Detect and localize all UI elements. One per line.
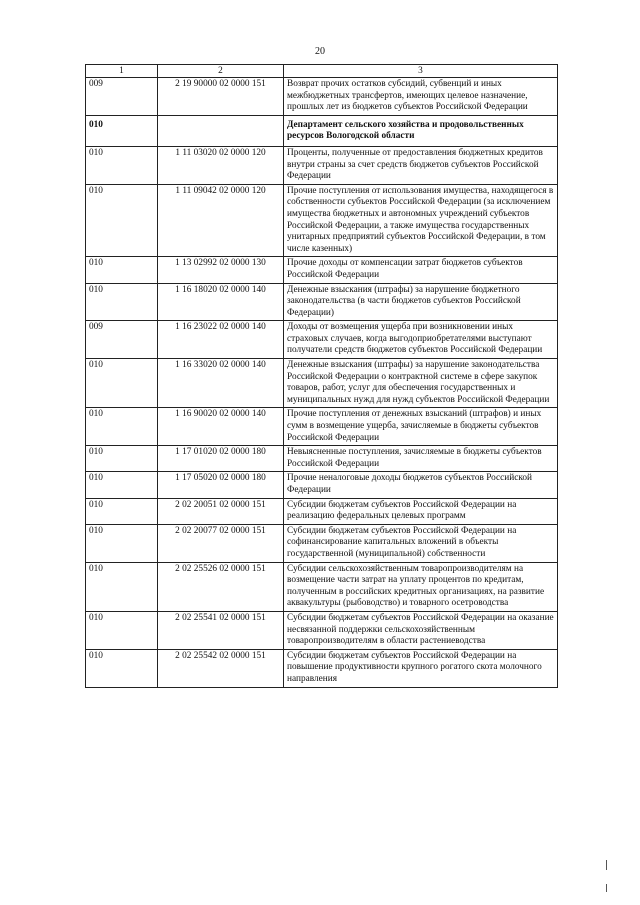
admin-code-cell: 010 <box>86 446 158 472</box>
income-name-cell: Доходы от возмещения ущерба при возникновении иных страховых случаев, когда выгодоприобретателями выступают получатели средств бюджетов субъектов Российской Федерации <box>284 321 558 359</box>
table-row <box>86 649 558 687</box>
budget-code-cell: 1 16 33020 02 0000 140 <box>158 359 284 408</box>
admin-code-cell: 010 <box>86 359 158 408</box>
admin-code-cell: 009 <box>86 321 158 359</box>
income-name-cell: Субсидии бюджетам субъектов Российской Федерации на повышение продуктивности крупного рогатого скота молочного направления <box>284 649 558 687</box>
income-name-cell: Прочие доходы от компенсации затрат бюджетов субъектов Российской Федерации <box>284 257 558 283</box>
table-row <box>86 184 558 257</box>
admin-code-cell: 010 <box>86 524 158 562</box>
budget-code-cell: 2 02 25526 02 0000 151 <box>158 562 284 611</box>
table-row <box>86 257 558 283</box>
table-row <box>86 283 558 321</box>
budget-code-cell: 2 02 20077 02 0000 151 <box>158 524 284 562</box>
table-row <box>86 321 558 359</box>
scan-edge-mark <box>606 884 607 892</box>
table-row <box>86 524 558 562</box>
column-header-name: 3 <box>284 65 558 78</box>
income-name-cell: Субсидии бюджетам субъектов Российской Федерации на оказание несвязанной поддержки сельскохозяйственным товаропроизводителям в области растениеводства <box>284 611 558 649</box>
admin-code-cell: 010 <box>86 649 158 687</box>
table-row <box>86 498 558 524</box>
table-row <box>86 611 558 649</box>
income-name-cell: Субсидии бюджетам субъектов Российской Федерации на софинансирование капитальных вложений в объекты государственной (муниципальной) собственности <box>284 524 558 562</box>
admin-code-cell: 010 <box>86 283 158 321</box>
income-name-cell: Прочие неналоговые доходы бюджетов субъектов Российской Федерации <box>284 472 558 498</box>
income-name-cell: Невыясненные поступления, зачисляемые в бюджеты субъектов Российской Федерации <box>284 446 558 472</box>
admin-code-cell: 010 <box>86 472 158 498</box>
budget-code-cell: 2 02 20051 02 0000 151 <box>158 498 284 524</box>
budget-code-cell: 2 02 25542 02 0000 151 <box>158 649 284 687</box>
table-body <box>86 78 558 688</box>
admin-code-cell: 009 <box>86 78 158 116</box>
table-row <box>86 78 558 116</box>
income-name-cell: Субсидии сельскохозяйственным товаропроизводителям на возмещение части затрат на уплату процентов по кредитам, полученным в российских кредитных организациях, на развитие аквакультуры (рыбоводство) и товарного осетроводства <box>284 562 558 611</box>
admin-code-cell: 010 <box>86 611 158 649</box>
admin-code-cell: 010 <box>86 146 158 184</box>
budget-code-cell: 2 19 90000 02 0000 151 <box>158 78 284 116</box>
table-row-department <box>86 115 558 146</box>
income-name-cell: Денежные взыскания (штрафы) за нарушение бюджетного законодательства (в части бюджетов субъектов Российской Федерации) <box>284 283 558 321</box>
budget-code-cell: 1 13 02992 02 0000 130 <box>158 257 284 283</box>
budget-code-cell: 1 16 18020 02 0000 140 <box>158 283 284 321</box>
budget-code-cell: 1 17 01020 02 0000 180 <box>158 446 284 472</box>
admin-code-cell: 010 <box>86 184 158 257</box>
admin-code-cell: 010 <box>86 115 158 146</box>
budget-code-cell <box>158 115 284 146</box>
admin-code-cell: 010 <box>86 408 158 446</box>
income-name-cell: Департамент сельского хозяйства и продовольственных ресурсов Вологодской области <box>284 115 558 146</box>
income-name-cell: Прочие поступления от использования имущества, находящегося в собственности субъектов Российской Федерации (за исключением имущества бюджетных и автономных учреждений субъектов Российской Федерации, а также имущества государственных унитарных предприятий субъектов Российской Федерации, в том числе казенных) <box>284 184 558 257</box>
income-name-cell: Проценты, полученные от предоставления бюджетных кредитов внутри страны за счет средств бюджетов субъектов Российской Федерации <box>284 146 558 184</box>
admin-code-cell: 010 <box>86 562 158 611</box>
admin-code-cell: 010 <box>86 257 158 283</box>
table-row <box>86 359 558 408</box>
income-name-cell: Денежные взыскания (штрафы) за нарушение законодательства Российской Федерации о контрактной системе в сфере закупок товаров, работ, услуг для обеспечения государственных и муниципальных нужд для нужд субъектов Российской Федерации <box>284 359 558 408</box>
budget-code-cell: 1 11 03020 02 0000 120 <box>158 146 284 184</box>
scan-edge-mark <box>606 860 607 870</box>
budget-code-cell: 1 16 23022 02 0000 140 <box>158 321 284 359</box>
table-row <box>86 472 558 498</box>
table-row <box>86 446 558 472</box>
budget-code-cell: 1 11 09042 02 0000 120 <box>158 184 284 257</box>
admin-code-cell: 010 <box>86 498 158 524</box>
table-row <box>86 146 558 184</box>
page-number: 20 <box>315 46 325 57</box>
table-row <box>86 408 558 446</box>
table-header-row <box>86 65 558 78</box>
budget-codes-table <box>85 64 558 688</box>
column-header-admin: 1 <box>86 65 158 78</box>
table-row <box>86 562 558 611</box>
budget-code-cell: 1 16 90020 02 0000 140 <box>158 408 284 446</box>
budget-code-cell: 1 17 05020 02 0000 180 <box>158 472 284 498</box>
income-name-cell: Субсидии бюджетам субъектов Российской Федерации на реализацию федеральных целевых программ <box>284 498 558 524</box>
income-name-cell: Прочие поступления от денежных взысканий (штрафов) и иных сумм в возмещение ущерба, зачисляемые в бюджеты субъектов Российской Федерации <box>284 408 558 446</box>
column-header-code: 2 <box>158 65 284 78</box>
budget-code-cell: 2 02 25541 02 0000 151 <box>158 611 284 649</box>
income-name-cell: Возврат прочих остатков субсидий, субвенций и иных межбюджетных трансфертов, имеющих целевое назначение, прошлых лет из бюджетов субъектов Российской Федерации <box>284 78 558 116</box>
